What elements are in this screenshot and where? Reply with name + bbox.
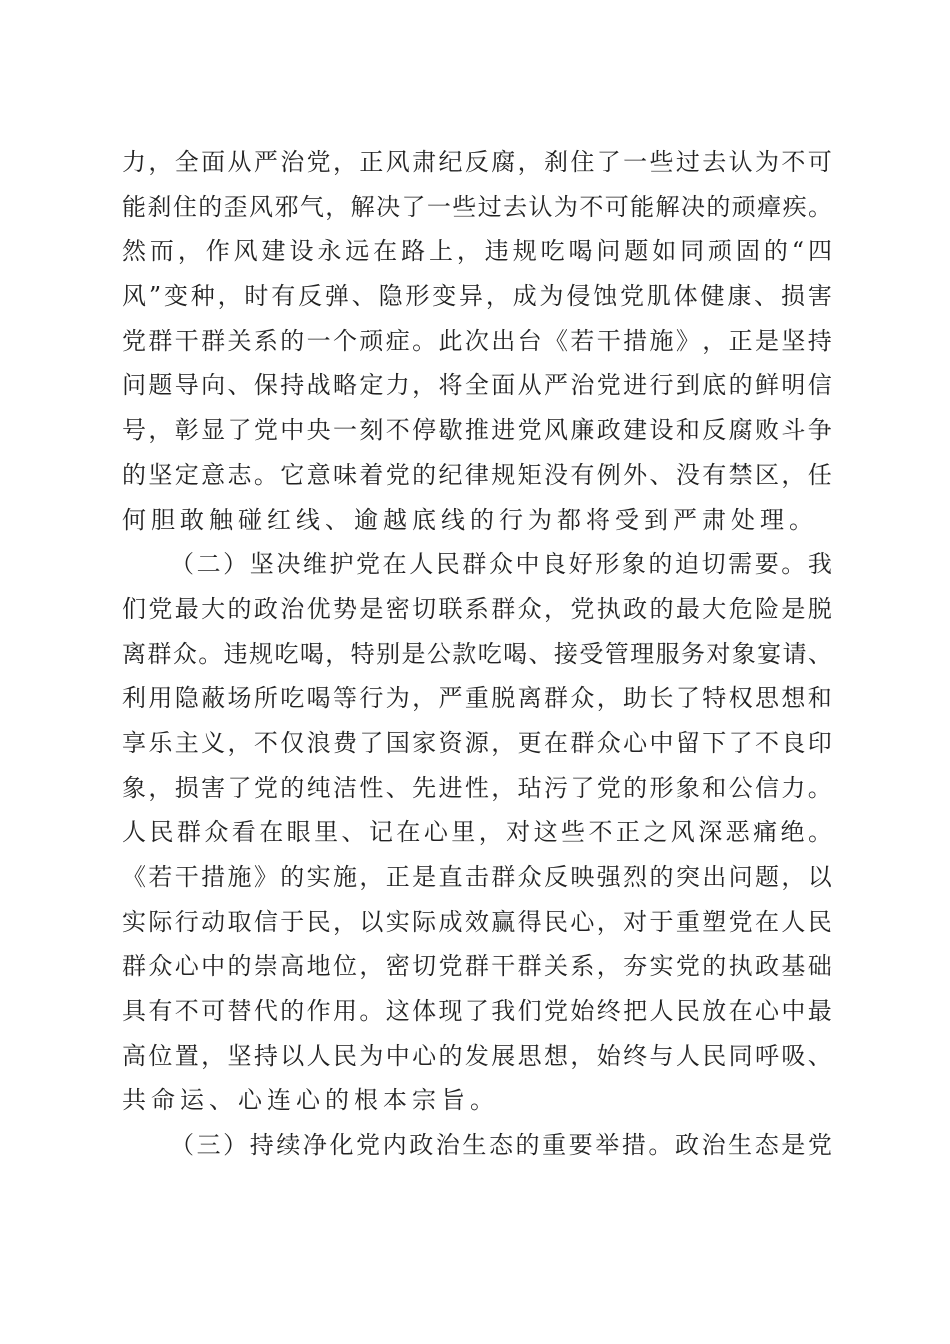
text-line: 共命运、心连心的根本宗旨。 bbox=[122, 1086, 499, 1115]
text-line: 风 ” 变 种 ， 时 有 反 弹 、 隐 形 变 异 ， 成 为 侵 蚀 党 肌 体 健 康 、 损 害 bbox=[122, 282, 832, 311]
text-line: 群 众 心 中 的 崇 高 地 位 ， 密 切 党 群 干 群 关 系 ， 夯 实 党 的 执 政 基 础 bbox=[122, 952, 832, 981]
paragraph-first-line: （ 三 ） 持 续 净 化 党 内 政 治 生 态 的 重 要 举 措 。 政 治 生 态 是 党 bbox=[170, 1131, 832, 1160]
text-line: 们 党 最 大 的 政 治 优 势 是 密 切 联 系 群 众 ， 党 执 政 的 最 大 危 险 是 脱 bbox=[122, 594, 832, 623]
text-line: 的 坚 定 意 志 。 它 意 味 着 党 的 纪 律 规 矩 没 有 例 外 、 没 有 禁 区 ， 任 bbox=[122, 460, 832, 489]
text-line: 具 有 不 可 替 代 的 作 用 。 这 体 现 了 我 们 党 始 终 把 人 民 放 在 心 中 最 bbox=[122, 997, 832, 1026]
text-line: 号 ， 彰 显 了 党 中 央 一 刻 不 停 歇 推 进 党 风 廉 政 建 设 和 反 腐 败 斗 争 bbox=[122, 416, 832, 445]
body-text bbox=[122, 140, 832, 1168]
text-line: 能 刹 住 的 歪 风 邪 气 ， 解 决 了 一 些 过 去 认 为 不 可 能 解 决 的 顽 瘴 疾 。 bbox=[122, 192, 832, 221]
text-line: 问 题 导 向 、 保 持 战 略 定 力 ， 将 全 面 从 严 治 党 进 行 到 底 的 鲜 明 信 bbox=[122, 371, 832, 400]
text-line: 力 ， 全 面 从 严 治 党 ， 正 风 肃 纪 反 腐 ， 刹 住 了 一 些 过 去 认 为 不 可 bbox=[122, 148, 832, 176]
text-line: 高 位 置 ， 坚 持 以 人 民 为 中 心 的 发 展 思 想 ， 始 终 与 人 民 同 呼 吸 、 bbox=[122, 1041, 832, 1070]
text-line: 象 ， 损 害 了 党 的 纯 洁 性 、 先 进 性 ， 玷 污 了 党 的 形 象 和 公 信 力 。 bbox=[122, 773, 832, 802]
text-line: 党 群 干 群 关 系 的 一 个 顽 症 。 此 次 出 台 《 若 干 措 施 》 ， 正 是 坚 持 bbox=[122, 326, 832, 355]
text-line: 实 际 行 动 取 信 于 民 ， 以 实 际 成 效 赢 得 民 心 ， 对 于 重 塑 党 在 人 民 bbox=[122, 907, 832, 936]
text-line: 利 用 隐 蔽 场 所 吃 喝 等 行 为 ， 严 重 脱 离 群 众 ， 助 长 了 特 权 思 想 和 bbox=[122, 684, 832, 713]
text-line: 享 乐 主 义 ， 不 仅 浪 费 了 国 家 资 源 ， 更 在 群 众 心 中 留 下 了 不 良 印 bbox=[122, 728, 832, 757]
text-line: 人 民 群 众 看 在 眼 里 、 记 在 心 里 ， 对 这 些 不 正 之 风 深 恶 痛 绝 。 bbox=[122, 818, 832, 847]
paragraph-first-line: （ 二 ） 坚 决 维 护 党 在 人 民 群 众 中 良 好 形 象 的 迫 切 需 要 。 我 bbox=[170, 550, 832, 579]
text-line: 离 群 众 。 违 规 吃 喝 ， 特 别 是 公 款 吃 喝 、 接 受 管 理 服 务 对 象 宴 请 、 bbox=[122, 639, 832, 668]
text-line: 然 而 ， 作 风 建 设 永 远 在 路 上 ， 违 规 吃 喝 问 题 如 同 顽 固 的 “ 四 bbox=[122, 237, 832, 266]
text-line: 《 若 干 措 施 》 的 实 施 ， 正 是 直 击 群 众 反 映 强 烈 的 突 出 问 题 ， 以 bbox=[122, 863, 832, 891]
text-line: 何胆敢触碰红线、逾越底线的行为都将受到严肃处理。 bbox=[122, 505, 818, 534]
